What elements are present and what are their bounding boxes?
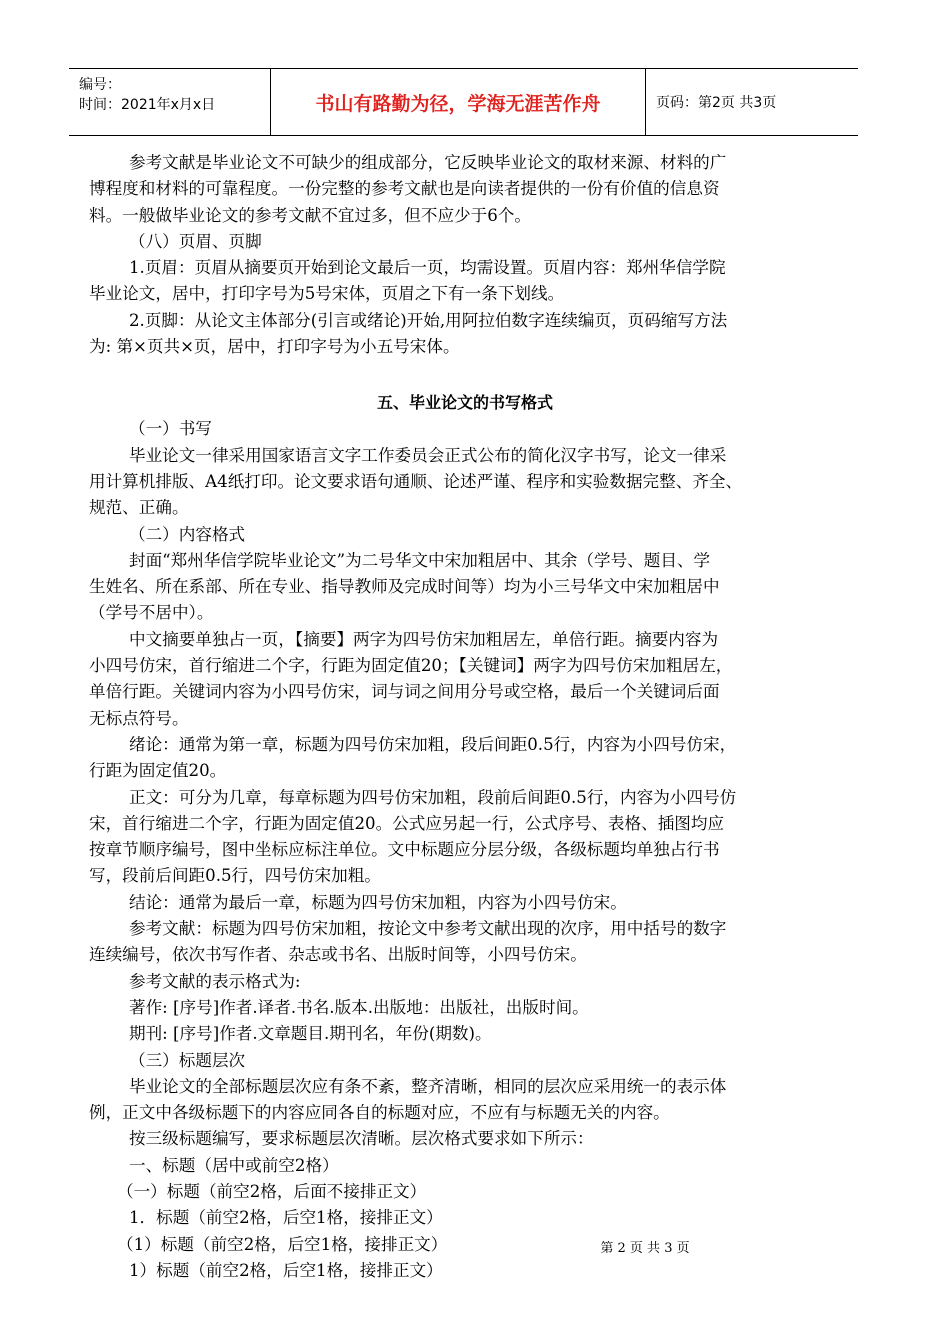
paragraph-line: 正文：可分为几章，每章标题为四号仿宋加粗，段前后间距0.5行，内容为小四号仿 xyxy=(129,787,737,807)
paragraph-line: 宋，首行缩进二个字，行距为固定值20。公式应另起一行，公式序号、表格、插图均应 xyxy=(89,813,725,833)
paragraph-line: 行距为固定值20。 xyxy=(89,761,227,781)
subsection-heading: （三）标题层次 xyxy=(129,1050,246,1070)
header-meta xyxy=(69,69,271,135)
paragraph-line: 写，段前后间距0.5行，四号仿宋加粗。 xyxy=(89,866,381,886)
paragraph-line: 著作: [序号]作者.译者.书名.版本.出版地：出版社，出版时间。 xyxy=(129,997,589,1017)
paragraph-line: 中文摘要单独占一页，【摘要】两字为四号仿宋加粗居左，单倍行距。摘要内容为 xyxy=(129,629,719,649)
page-header xyxy=(69,68,858,136)
page-footer: 第 2 页 共 3 页 xyxy=(600,1241,690,1256)
subsection-heading: （二）内容格式 xyxy=(129,524,246,544)
paragraph-line: 小四号仿宋，首行缩进二个字，行距为固定值20；【关键词】两字为四号仿宋加粗居左， xyxy=(89,656,733,676)
spacer xyxy=(89,360,841,390)
paragraph-line: 期刊: [序号]作者.文章题目.期刊名，年份(期数)。 xyxy=(129,1024,492,1044)
paragraph-line: 连续编号，依次书写作者、杂志或书名、出版时间等，小四号仿宋。 xyxy=(89,945,587,965)
paragraph-line: 结论：通常为最后一章，标题为四号仿宋加粗，内容为小四号仿宋。 xyxy=(129,892,627,912)
heading-example-level4: （1）标题（前空2格，后空1格，接排正文） xyxy=(117,1234,448,1254)
paragraph-line: 封面“郑州华信学院毕业论文”为二号华文中宋加粗居中、其余（学号、题目、学 xyxy=(129,550,711,570)
subsection-heading: （一）书写 xyxy=(129,419,212,439)
paragraph-line: 料。一般做毕业论文的参考文献不宜过多，但不应少于6个。 xyxy=(89,205,531,225)
paragraph-line: 毕业论文，居中，打印字号为5号宋体，页眉之下有一条下划线。 xyxy=(89,284,565,304)
number-label: 编号： xyxy=(79,77,121,93)
paragraph-line: 2.页脚：从论文主体部分(引言或绪论)开始,用阿拉伯数字连续编页，页码缩写方法 xyxy=(129,310,728,330)
heading-example-level2: （一）标题（前空2格，后面不接排正文） xyxy=(117,1181,427,1201)
time-label: 时间：2021年x月x日 xyxy=(79,97,216,113)
paragraph-line: 例，正文中各级标题下的内容应同各自的标题对应，不应有与标题无关的内容。 xyxy=(89,1103,670,1123)
paragraph-line: 按章节顺序编号，图中坐标应标注单位。文中标题应分层分级，各级标题均单独占行书 xyxy=(89,840,720,860)
paragraph-line: 绪论：通常为第一章，标题为四号仿宋加粗，段后间距0.5行，内容为小四号仿宋， xyxy=(129,734,737,754)
paragraph-line: 参考文献是毕业论文不可缺少的组成部分，它反映毕业论文的取材来源、材料的广 xyxy=(129,153,727,172)
paragraph-line: 参考文献的表示格式为: xyxy=(129,971,301,991)
paragraph-line: 用计算机排版、A4纸打印。论文要求语句通顺、论述严谨、程序和实验数据完整、齐全、 xyxy=(89,471,743,491)
header-page-info: 页码：第2页 共3页 xyxy=(656,95,777,111)
paragraph-line: 按三级标题编写，要求标题层次清晰。层次格式要求如下所示： xyxy=(129,1129,594,1149)
paragraph-line: 博程度和材料的可靠程度。一份完整的参考文献也是向读者提供的一份有价值的信息资 xyxy=(89,179,720,199)
header-motto: 书山有路勤为径，学海无涯苦作舟 xyxy=(271,69,646,135)
paragraph-line: （学号不居中）。 xyxy=(89,603,214,623)
paragraph-line: 为: 第×页共×页，居中，打印字号为小五号宋体。 xyxy=(89,337,460,357)
paragraph-line: 无标点符号。 xyxy=(89,708,189,728)
paragraph-line: 毕业论文的全部标题层次应有条不紊，整齐清晰，相同的层次应采用统一的表示体 xyxy=(129,1076,727,1096)
section-heading: 五、毕业论文的书写格式 xyxy=(376,393,553,413)
heading-example-level3: 1．标题（前空2格，后空1格，接排正文） xyxy=(129,1208,443,1228)
paragraph-line: 单倍行距。关键词内容为小四号仿宋，词与词之间用分号或空格，最后一个关键词后面 xyxy=(89,682,720,702)
subsection-heading: （八）页眉、页脚 xyxy=(129,231,262,251)
paragraph-line: 1.页眉：页眉从摘要页开始到论文最后一页，均需设置。页眉内容：郑州华信学院 xyxy=(129,258,726,278)
document-body xyxy=(89,150,841,1284)
heading-example-level5: 1）标题（前空2格，后空1格，接排正文） xyxy=(129,1260,443,1280)
paragraph-line: 规范、正确。 xyxy=(89,498,189,518)
paragraph-line: 毕业论文一律采用国家语言文字工作委员会正式公布的简化汉字书写，论文一律采 xyxy=(129,445,727,465)
paragraph-line: 生姓名、所在系部、所在专业、指导教师及完成时间等）均为小三号华文中宋加粗居中 xyxy=(89,577,720,597)
heading-example-level1: 一、标题（居中或前空2格） xyxy=(129,1155,339,1175)
paragraph-line: 参考文献：标题为四号仿宋加粗，按论文中参考文献出现的次序，用中括号的数字 xyxy=(129,919,727,939)
